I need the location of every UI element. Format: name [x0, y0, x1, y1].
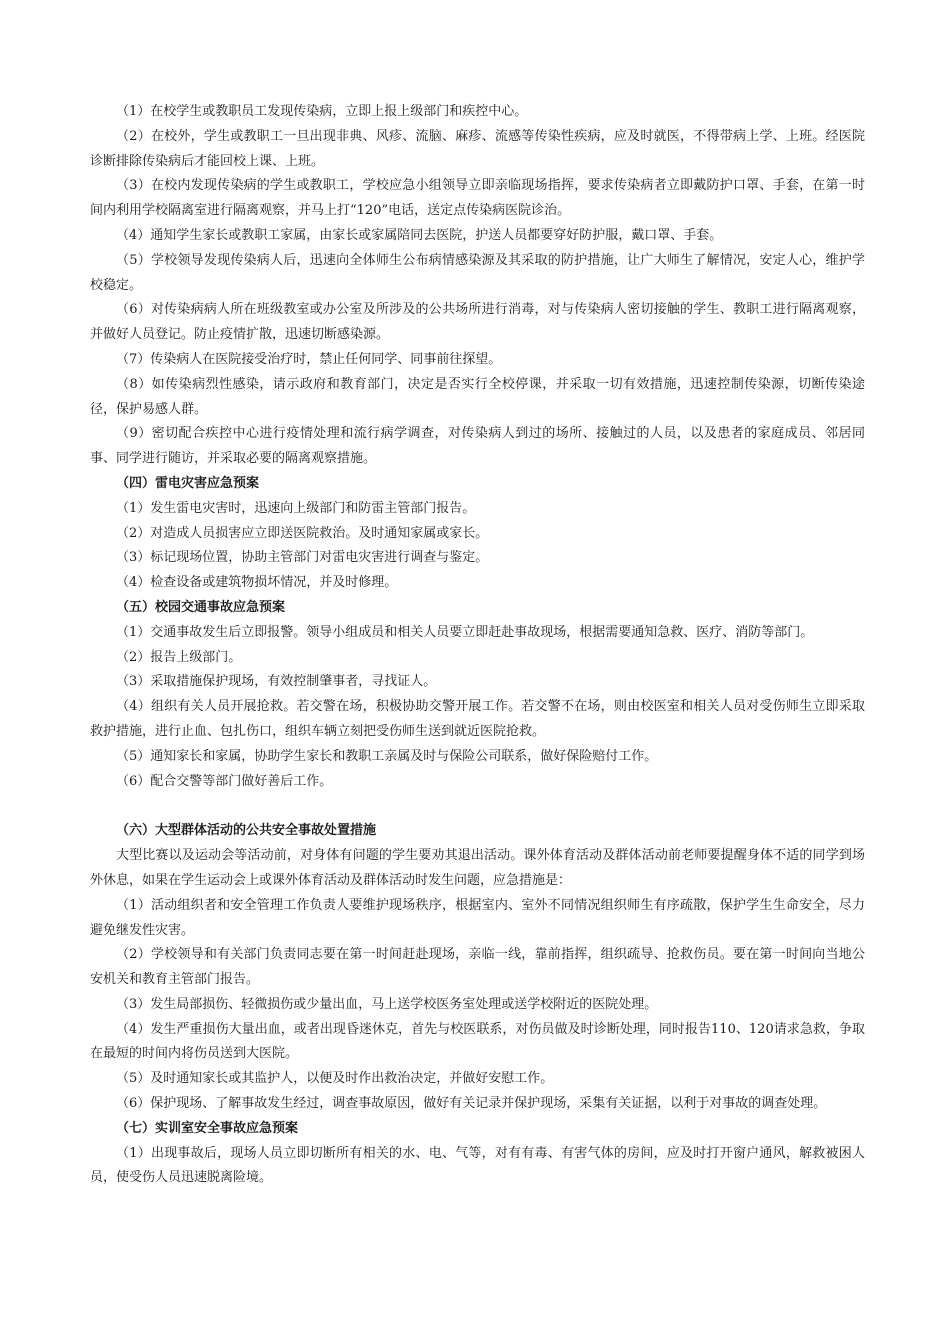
- paragraph: （4）通知学生家长或教职工家属，由家长或家属陪同去医院，护送人员都要穿好防护服，戴口罩、手套。: [116, 227, 723, 243]
- paragraph: （2）对造成人员损害应立即送医院救治。及时通知家属或家长。: [116, 525, 489, 541]
- blank-line: [90, 794, 865, 819]
- paragraph: （2）在校外，学生或教职工一旦出现非典、风疹、流脑、麻疹、流感等传染性疾病，应及时就医，不得带病上学、上班。经医院诊断排除传染病后才能回校上课、上班。: [90, 128, 865, 169]
- paragraph: （2）报告上级部门。: [116, 649, 242, 665]
- paragraph: （6）对传染病病人所在班级教室或办公室及所涉及的公共场所进行消毒，对与传染病人密切接触的学生、教职工进行隔离观察，并做好人员登记。防止疫情扩散，迅速切断感染源。: [90, 302, 865, 343]
- paragraph: （3）在校内发现传染病的学生或教职工，学校应急小组领导立即亲临现场指挥，要求传染病者立即戴防护口罩、手套，在第一时间内利用学校隔离室进行隔离观察，并马上打“120”电话，送定点传染病医院诊治。: [90, 178, 865, 219]
- paragraph: （6）保护现场、了解事故发生经过，调查事故原因，做好有关记录并保护现场，采集有关证据，以利于对事故的调查处理。: [116, 1096, 827, 1112]
- paragraph: （1）出现事故后，现场人员立即切断所有相关的水、电、气等，对有有毒、有害气体的房间，应及时打开窗户通风，解救被困人员，使受伤人员迅速脱离险境。: [90, 1145, 865, 1186]
- paragraph: （7）传染病人在医院接受治疗时，禁止任何同学、同事前往探望。: [116, 351, 502, 367]
- paragraph: （4）组织有关人员开展抢救。若交警在场，积极协助交警开展工作。若交警不在场，则由校医室和相关人员对受伤师生立即采取救护措施，进行止血、包扎伤口，组织车辆立刻把受伤师生送到就近医院抢救。: [90, 699, 865, 739]
- document-page: [90, 100, 865, 1191]
- paragraph: （8）如传染病烈性感染，请示政府和教育部门，决定是否实行全校停课，并采取一切有效措施，迅速控制传染源，切断传染途径，保护易感人群。: [90, 376, 865, 417]
- paragraph: （3）标记现场位置，协助主管部门对雷电灾害进行调查与鉴定。: [116, 550, 489, 566]
- section-heading: （六）大型群体活动的公共安全事故处置措施: [116, 823, 377, 839]
- paragraph: （6）配合交警等部门做好善后工作。: [116, 773, 333, 789]
- paragraph: （2）学校领导和有关部门负责同志要在第一时间赶赴现场，亲临一线，靠前指挥，组织疏导、抢救伤员。要在第一时间向当地公安机关和教育主管部门报告。: [90, 947, 865, 988]
- paragraph: （1）交通事故发生后立即报警。领导小组成员和相关人员要立即赶赴事故现场，根据需要通知急救、医疗、消防等部门。: [116, 624, 814, 640]
- section-heading: （七）实训室安全事故应急预案: [116, 1120, 299, 1136]
- paragraph: （1）在校学生或教职员工发现传染病，立即上报上级部门和疾控中心。: [116, 104, 528, 119]
- paragraph: （1）活动组织者和安全管理工作负责人要维护现场秩序，根据室内、室外不同情况组织师生有序疏散，保护学生生命安全，尽力避免继发性灾害。: [90, 897, 865, 938]
- paragraph: （4）检查设备或建筑物损坏情况，并及时修理。: [116, 575, 398, 591]
- paragraph: （5）及时通知家长或其监护人，以便及时作出救治决定，并做好安慰工作。: [116, 1071, 554, 1087]
- section-heading: （五）校园交通事故应急预案: [116, 599, 286, 615]
- paragraph: （5）学校领导发现传染病人后，迅速向全体师生公布病情感染源及其采取的防护措施，让广大师生了解情况，安定人心，维护学校稳定。: [90, 252, 865, 293]
- paragraph: （3）发生局部损伤、轻微损伤或少量出血，马上送学校医务室处理或送学校附近的医院处理。: [116, 996, 658, 1012]
- paragraph: （4）发生严重损伤大量出血，或者出现昏迷休克，首先与校医联系，对伤员做及时诊断处理，同时报告110、120请求急救，争取在最短的时间内将伤员送到大医院。: [90, 1021, 865, 1062]
- paragraph: （9）密切配合疾控中心进行疫情处理和流行病学调查，对传染病人到过的场所、接触过的人员，以及患者的家庭成员、邻居同事、同学进行随访，并采取必要的隔离观察措施。: [90, 426, 865, 467]
- paragraph: （1）发生雷电灾害时，迅速向上级部门和防雷主管部门报告。: [116, 500, 476, 516]
- paragraph: 大型比赛以及运动会等活动前，对身体有问题的学生要劝其退出活动。课外体育活动及群体活动前老师要提醒身体不适的同学到场外休息，如果在学生运动会上或课外体育活动及群体活动时发生问题，应急措施是：: [90, 848, 865, 888]
- paragraph: （3）采取措施保护现场，有效控制肇事者，寻找证人。: [116, 674, 437, 690]
- section-heading: （四）雷电灾害应急预案: [116, 475, 260, 491]
- paragraph: （5）通知家长和家属，协助学生家长和教职工亲属及时与保险公司联系，做好保险赔付工作。: [116, 748, 658, 764]
